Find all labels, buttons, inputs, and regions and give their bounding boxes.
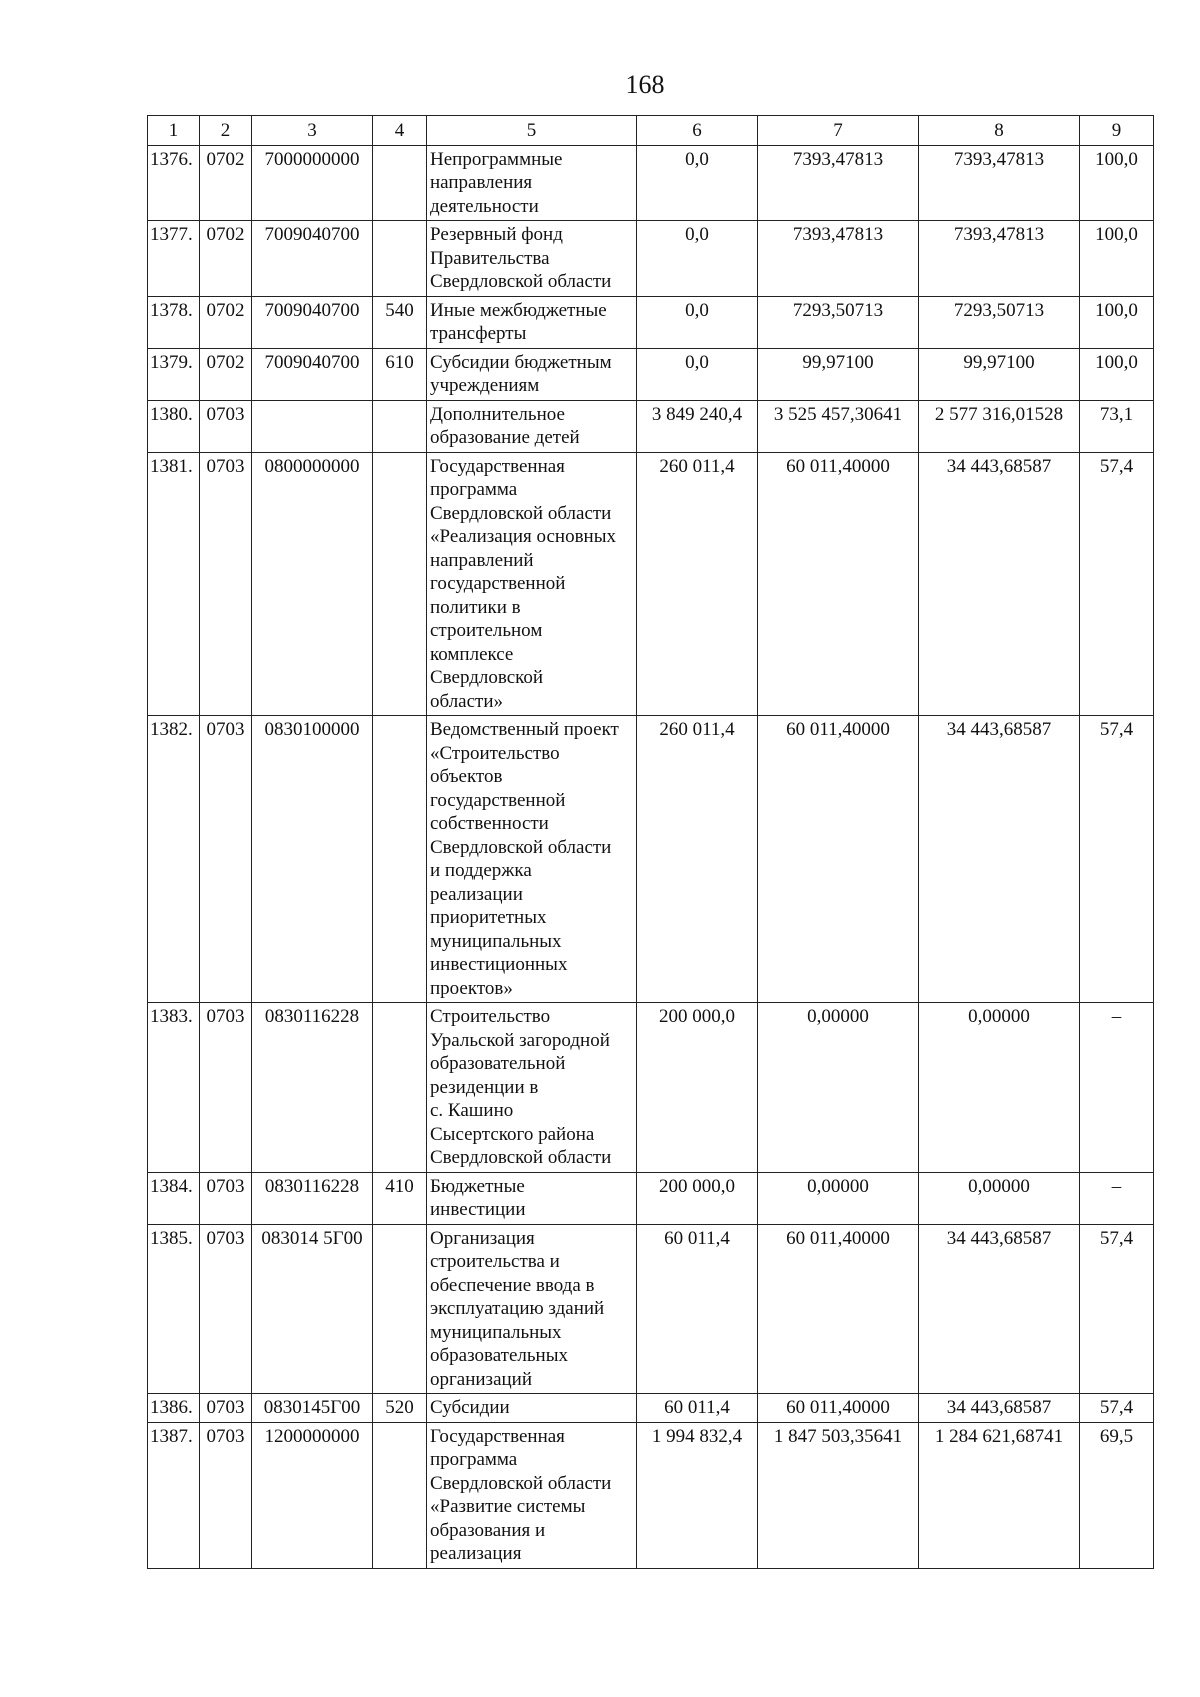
row-number-cell: 1386. <box>148 1394 200 1423</box>
target-code-cell: 7009040700 <box>252 221 373 297</box>
item-name-cell <box>427 1224 637 1394</box>
target-code-cell: 0830100000 <box>252 716 373 1003</box>
executed-amount-cell: 0,00000 <box>919 1172 1080 1224</box>
table-row <box>148 1172 1154 1224</box>
approved-amount-cell: 60 011,4 <box>637 1224 758 1394</box>
item-name-line: приоритетных <box>430 907 547 928</box>
item-name-line: «Строительство <box>430 742 560 764</box>
item-name-cell <box>427 348 637 400</box>
item-name-line: Свердловской области <box>430 836 612 858</box>
row-number-cell: 1377. <box>148 221 200 297</box>
item-name-line: Субсидии <box>430 1397 510 1418</box>
table-row <box>148 296 1154 348</box>
table-row <box>148 1422 1154 1568</box>
item-name-line: муниципальных <box>430 1321 562 1343</box>
target-code-cell: 1200000000 <box>252 1422 373 1568</box>
item-name-line: собственности <box>430 813 549 834</box>
table-row <box>148 716 1154 1003</box>
item-name-line: Правительства <box>430 247 550 269</box>
expense-type-cell: 520 <box>373 1394 427 1423</box>
item-name-line: муниципальных <box>430 930 562 952</box>
item-name-line: направлений <box>430 549 534 571</box>
execution-percent-cell: 57,4 <box>1080 452 1154 716</box>
target-code-cell: 083014 5Г00 <box>252 1224 373 1394</box>
executed-amount-cell: 7293,50713 <box>919 296 1080 348</box>
item-name-line: Свердловской области <box>430 1147 612 1168</box>
approved-amount-cell: 60 011,4 <box>637 1394 758 1423</box>
item-name-line: образования и <box>430 1519 546 1541</box>
row-number-cell: 1376. <box>148 145 200 221</box>
column-header: 3 <box>252 116 373 146</box>
executed-amount-cell: 34 443,68587 <box>919 452 1080 716</box>
item-name-line: Свердловской области <box>430 502 612 524</box>
item-name-line: политики в <box>430 596 521 618</box>
approved-amount-cell: 0,0 <box>637 296 758 348</box>
item-name-line: проектов» <box>430 977 513 999</box>
execution-percent-cell: 100,0 <box>1080 145 1154 221</box>
item-name-line: эксплуатацию зданий <box>430 1298 605 1319</box>
item-name-line: Государственная <box>430 455 565 477</box>
item-name-line: Субсидии бюджетным <box>430 351 612 373</box>
column-header: 1 <box>148 116 200 146</box>
row-number-cell: 1379. <box>148 348 200 400</box>
item-name-line: Непрограммные <box>430 148 563 170</box>
table-row <box>148 1003 1154 1173</box>
item-name-line: Дополнительное <box>430 403 565 425</box>
target-code-cell: 0830116228 <box>252 1172 373 1224</box>
planned-amount-cell: 99,97100 <box>758 348 919 400</box>
executed-amount-cell: 34 443,68587 <box>919 716 1080 1003</box>
table-row <box>148 145 1154 221</box>
expense-type-cell: 540 <box>373 296 427 348</box>
execution-percent-cell: 73,1 <box>1080 400 1154 452</box>
target-code-cell: 0800000000 <box>252 452 373 716</box>
column-header: 9 <box>1080 116 1154 146</box>
row-number-cell: 1387. <box>148 1422 200 1568</box>
target-code-cell: 7009040700 <box>252 296 373 348</box>
column-header: 7 <box>758 116 919 146</box>
approved-amount-cell: 200 000,0 <box>637 1172 758 1224</box>
planned-amount-cell: 0,00000 <box>758 1003 919 1173</box>
item-name-line: реализация <box>430 1543 522 1564</box>
item-name-line: Резервный фонд <box>430 224 563 245</box>
section-code-cell: 0703 <box>200 452 252 716</box>
planned-amount-cell: 7393,47813 <box>758 145 919 221</box>
item-name-line: программа <box>430 479 518 500</box>
executed-amount-cell: 99,97100 <box>919 348 1080 400</box>
item-name-cell <box>427 296 637 348</box>
item-name-line: «Реализация основных <box>430 526 616 547</box>
approved-amount-cell: 0,0 <box>637 348 758 400</box>
execution-percent-cell: 100,0 <box>1080 221 1154 297</box>
item-name-cell <box>427 1394 637 1423</box>
row-number-cell: 1383. <box>148 1003 200 1173</box>
approved-amount-cell: 1 994 832,4 <box>637 1422 758 1568</box>
item-name-cell <box>427 1422 637 1568</box>
item-name-line: Свердловской области <box>430 1472 612 1494</box>
item-name-line: трансферты <box>430 323 527 344</box>
table-row <box>148 1394 1154 1423</box>
item-name-line: области» <box>430 690 504 712</box>
expense-type-cell <box>373 1224 427 1394</box>
executed-amount-cell: 1 284 621,68741 <box>919 1422 1080 1568</box>
expense-type-cell <box>373 452 427 716</box>
table-row <box>148 348 1154 400</box>
item-name-line: с. Кашино <box>430 1100 514 1121</box>
item-name-cell <box>427 716 637 1003</box>
target-code-cell: 0830145Г00 <box>252 1394 373 1423</box>
item-name-cell <box>427 452 637 716</box>
expense-type-cell: 610 <box>373 348 427 400</box>
item-name-line: Сысертского района <box>430 1123 595 1145</box>
execution-percent-cell: 100,0 <box>1080 296 1154 348</box>
executed-amount-cell: 2 577 316,01528 <box>919 400 1080 452</box>
target-code-cell: 7000000000 <box>252 145 373 221</box>
table-row <box>148 1224 1154 1394</box>
item-name-cell <box>427 221 637 297</box>
item-name-line: государственной <box>430 573 566 594</box>
item-name-line: образование детей <box>430 427 580 448</box>
row-number-cell: 1385. <box>148 1224 200 1394</box>
item-name-line: программа <box>430 1449 518 1470</box>
item-name-cell <box>427 145 637 221</box>
expense-type-cell <box>373 400 427 452</box>
expense-type-cell: 410 <box>373 1172 427 1224</box>
approved-amount-cell: 260 011,4 <box>637 452 758 716</box>
item-name-cell <box>427 1172 637 1224</box>
section-code-cell: 0702 <box>200 145 252 221</box>
item-name-line: резиденции в <box>430 1076 539 1098</box>
executed-amount-cell: 34 443,68587 <box>919 1394 1080 1423</box>
header-row <box>148 116 1154 146</box>
item-name-line: строительства и <box>430 1251 560 1272</box>
item-name-line: государственной <box>430 789 566 811</box>
column-header: 8 <box>919 116 1080 146</box>
target-code-cell: 7009040700 <box>252 348 373 400</box>
section-code-cell: 0702 <box>200 296 252 348</box>
approved-amount-cell: 0,0 <box>637 145 758 221</box>
expense-type-cell <box>373 1422 427 1568</box>
item-name-line: Свердловской области <box>430 271 612 292</box>
approved-amount-cell: 200 000,0 <box>637 1003 758 1173</box>
executed-amount-cell: 34 443,68587 <box>919 1224 1080 1394</box>
planned-amount-cell: 7293,50713 <box>758 296 919 348</box>
execution-percent-cell: – <box>1080 1172 1154 1224</box>
execution-percent-cell: 69,5 <box>1080 1422 1154 1568</box>
approved-amount-cell: 3 849 240,4 <box>637 400 758 452</box>
table-row <box>148 221 1154 297</box>
item-name-line: комплексе <box>430 643 514 665</box>
item-name-line: реализации <box>430 883 523 905</box>
item-name-line: строительном <box>430 620 543 641</box>
column-header: 4 <box>373 116 427 146</box>
table-row <box>148 400 1154 452</box>
section-code-cell: 0702 <box>200 221 252 297</box>
row-number-cell: 1384. <box>148 1172 200 1224</box>
item-name-line: «Развитие системы <box>430 1496 586 1517</box>
row-number-cell: 1380. <box>148 400 200 452</box>
column-header: 6 <box>637 116 758 146</box>
item-name-line: и поддержка <box>430 860 532 881</box>
expense-type-cell <box>373 716 427 1003</box>
execution-percent-cell: – <box>1080 1003 1154 1173</box>
item-name-line: организаций <box>430 1368 533 1390</box>
approved-amount-cell: 0,0 <box>637 221 758 297</box>
item-name-line: Иные межбюджетные <box>430 299 607 321</box>
row-number-cell: 1382. <box>148 716 200 1003</box>
item-name-line: направления <box>430 172 533 193</box>
section-code-cell: 0703 <box>200 1003 252 1173</box>
executed-amount-cell: 0,00000 <box>919 1003 1080 1173</box>
item-name-line: инвестиции <box>430 1199 526 1220</box>
column-header: 5 <box>427 116 637 146</box>
planned-amount-cell: 7393,47813 <box>758 221 919 297</box>
target-code-cell: 0830116228 <box>252 1003 373 1173</box>
planned-amount-cell: 1 847 503,35641 <box>758 1422 919 1568</box>
item-name-line: Свердловской <box>430 667 544 688</box>
item-name-cell <box>427 1003 637 1173</box>
item-name-line: Строительство <box>430 1006 551 1027</box>
executed-amount-cell: 7393,47813 <box>919 145 1080 221</box>
section-code-cell: 0703 <box>200 1394 252 1423</box>
planned-amount-cell: 60 011,40000 <box>758 1394 919 1423</box>
budget-table <box>147 115 1154 1569</box>
planned-amount-cell: 60 011,40000 <box>758 1224 919 1394</box>
item-name-line: объектов <box>430 766 503 787</box>
item-name-line: обеспечение ввода в <box>430 1274 595 1296</box>
target-code-cell <box>252 400 373 452</box>
item-name-line: Организация <box>430 1227 535 1249</box>
table-body <box>148 116 1154 1569</box>
item-name-line: Государственная <box>430 1425 565 1447</box>
row-number-cell: 1381. <box>148 452 200 716</box>
expense-type-cell <box>373 1003 427 1173</box>
item-name-line: деятельности <box>430 195 539 217</box>
planned-amount-cell: 60 011,40000 <box>758 452 919 716</box>
approved-amount-cell: 260 011,4 <box>637 716 758 1003</box>
execution-percent-cell: 100,0 <box>1080 348 1154 400</box>
execution-percent-cell: 57,4 <box>1080 1224 1154 1394</box>
item-name-line: Уральской загородной <box>430 1029 610 1051</box>
item-name-line: образовательных <box>430 1345 568 1366</box>
section-code-cell: 0703 <box>200 1172 252 1224</box>
section-code-cell: 0703 <box>200 1422 252 1568</box>
item-name-line: образовательной <box>430 1053 566 1074</box>
item-name-line: инвестиционных <box>430 954 568 975</box>
expense-type-cell <box>373 221 427 297</box>
section-code-cell: 0702 <box>200 348 252 400</box>
execution-percent-cell: 57,4 <box>1080 716 1154 1003</box>
planned-amount-cell: 3 525 457,30641 <box>758 400 919 452</box>
item-name-cell <box>427 400 637 452</box>
section-code-cell: 0703 <box>200 716 252 1003</box>
column-header: 2 <box>200 116 252 146</box>
item-name-line: Ведомственный проект <box>430 719 619 740</box>
table-row <box>148 452 1154 716</box>
expense-type-cell <box>373 145 427 221</box>
section-code-cell: 0703 <box>200 400 252 452</box>
execution-percent-cell: 57,4 <box>1080 1394 1154 1423</box>
item-name-line: учреждениям <box>430 375 540 396</box>
row-number-cell: 1378. <box>148 296 200 348</box>
item-name-line: Бюджетные <box>430 1175 525 1197</box>
page-number: 168 <box>625 70 665 99</box>
section-code-cell: 0703 <box>200 1224 252 1394</box>
planned-amount-cell: 0,00000 <box>758 1172 919 1224</box>
executed-amount-cell: 7393,47813 <box>919 221 1080 297</box>
planned-amount-cell: 60 011,40000 <box>758 716 919 1003</box>
